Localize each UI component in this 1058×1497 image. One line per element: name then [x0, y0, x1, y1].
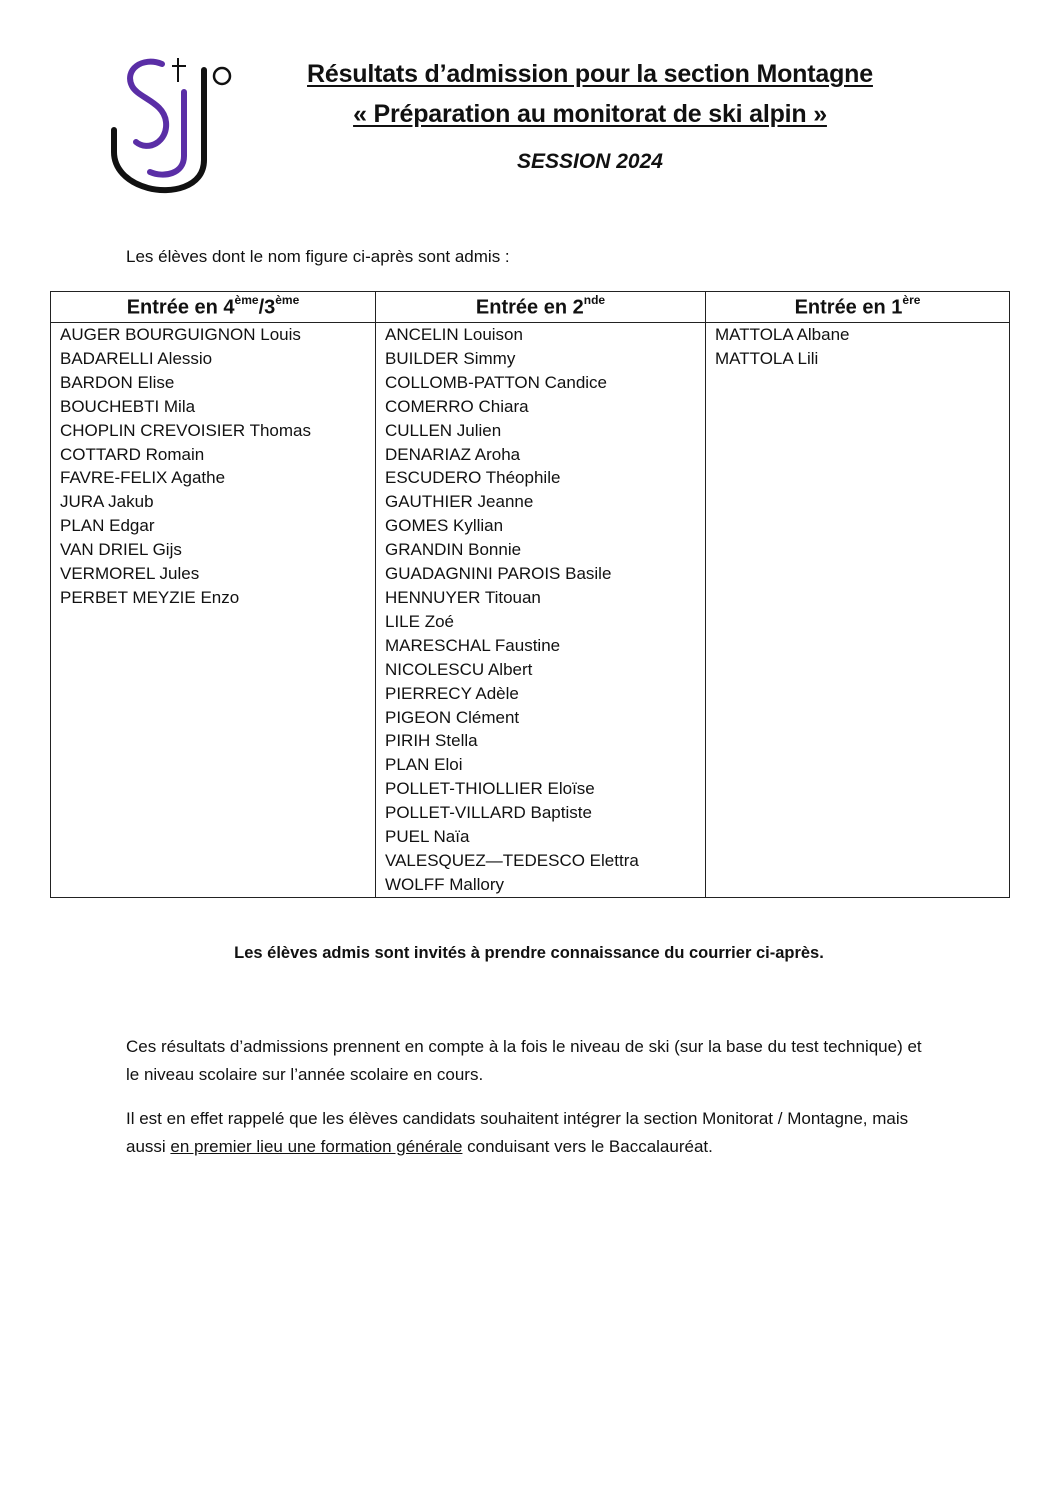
title-line-1: Résultats d’admission pour la section Montagne [307, 60, 873, 88]
intro-text: Les élèves dont le nom figure ci-après sont admis : [126, 247, 510, 266]
student-name: GRANDIN Bonnie [385, 540, 522, 560]
student-name: PLAN Eloi [385, 755, 463, 775]
student-name: MARESCHAL Faustine [385, 635, 561, 655]
student-name: HENNUYER Titouan [385, 587, 541, 607]
student-list-4e-3e [60, 323, 375, 610]
student-name: DENARIAZ Aroha [385, 444, 521, 464]
student-name: ESCUDERO Théophile [385, 468, 561, 488]
student-name: CHOPLIN CREVOISIER Thomas [60, 420, 311, 440]
table-header-row [51, 292, 1010, 323]
student-name: PLAN Edgar [60, 516, 155, 536]
column-4e-3e-list-cell [51, 323, 376, 898]
session-label: SESSION 2024 [517, 150, 663, 173]
student-name: MATTOLA Albane [715, 325, 850, 344]
student-name: POLLET-THIOLLIER Eloïse [385, 779, 595, 799]
paragraph-reminder: Il est en effet rappelé que les élèves candidats souhaitent intégrer la section Monitorat / Montagne, mais aussi en premier lieu une formation générale conduisant vers le Baccalauréat. [126, 1109, 909, 1156]
student-name: PIRIH Stella [385, 731, 478, 751]
student-name: COLLOMB-PATTON Candice [385, 372, 608, 392]
paragraph-admission-criteria: Ces résultats d’admissions prennent en compte à la fois le niveau de ski (sur la base du test technique) et le niveau scolaire sur l’année scolaire en cours. [126, 1037, 922, 1084]
document-title [260, 54, 920, 134]
student-name: COMERRO Chiara [385, 396, 529, 416]
column-header-4e-3e: Entrée en 4ème/3ème [51, 292, 376, 323]
student-list-2nde [385, 323, 705, 897]
student-list-1ere [715, 323, 1009, 371]
student-name: BOUCHEBTI Mila [60, 396, 196, 416]
student-name: MATTOLA Lili [715, 348, 819, 368]
student-name: BADARELLI Alessio [60, 348, 213, 368]
column-1ere-list-cell [706, 323, 1010, 898]
notice-text: Les élèves admis sont invités à prendre connaissance du courrier ci-après. [234, 944, 824, 962]
column-header-2nde: Entrée en 2nde [376, 292, 706, 323]
student-name: BARDON Elise [60, 372, 175, 392]
student-name: PUEL Naïa [385, 827, 470, 847]
student-name: PIERRECY Adèle [385, 683, 519, 703]
student-name: VAN DRIEL Gijs [60, 540, 182, 560]
student-name: WOLFF Mallory [385, 874, 504, 894]
table-body-row [51, 323, 1010, 898]
title-line-2: « Préparation au monitorat de ski alpin » [353, 100, 827, 128]
student-name: COTTARD Romain [60, 444, 205, 464]
student-name: VERMOREL Jules [60, 564, 200, 584]
student-name: NICOLESCU Albert [385, 659, 533, 679]
underlined-emphasis: en premier lieu une formation générale [170, 1137, 463, 1156]
student-name: PERBET MEYZIE Enzo [60, 587, 240, 607]
student-name: JURA Jakub [60, 492, 154, 512]
student-name: VALESQUEZ—TEDESCO Elettra [385, 850, 639, 870]
student-name: GOMES Kyllian [385, 516, 504, 536]
school-logo [108, 52, 238, 194]
student-name: FAVRE-FELIX Agathe [60, 468, 226, 488]
column-header-1ere: Entrée en 1ère [706, 292, 1010, 323]
admission-table [50, 291, 1010, 898]
student-name: PIGEON Clément [385, 707, 520, 727]
student-name: POLLET-VILLARD Baptiste [385, 803, 592, 823]
student-name: CULLEN Julien [385, 420, 502, 440]
student-name: GAUTHIER Jeanne [385, 492, 534, 512]
student-name: LILE Zoé [385, 611, 454, 631]
student-name: BUILDER Simmy [385, 348, 516, 368]
column-2nde-list-cell [376, 323, 706, 898]
student-name: ANCELIN Louison [385, 325, 523, 344]
student-name: AUGER BOURGUIGNON Louis [60, 325, 301, 344]
student-name: GUADAGNINI PAROIS Basile [385, 564, 612, 584]
